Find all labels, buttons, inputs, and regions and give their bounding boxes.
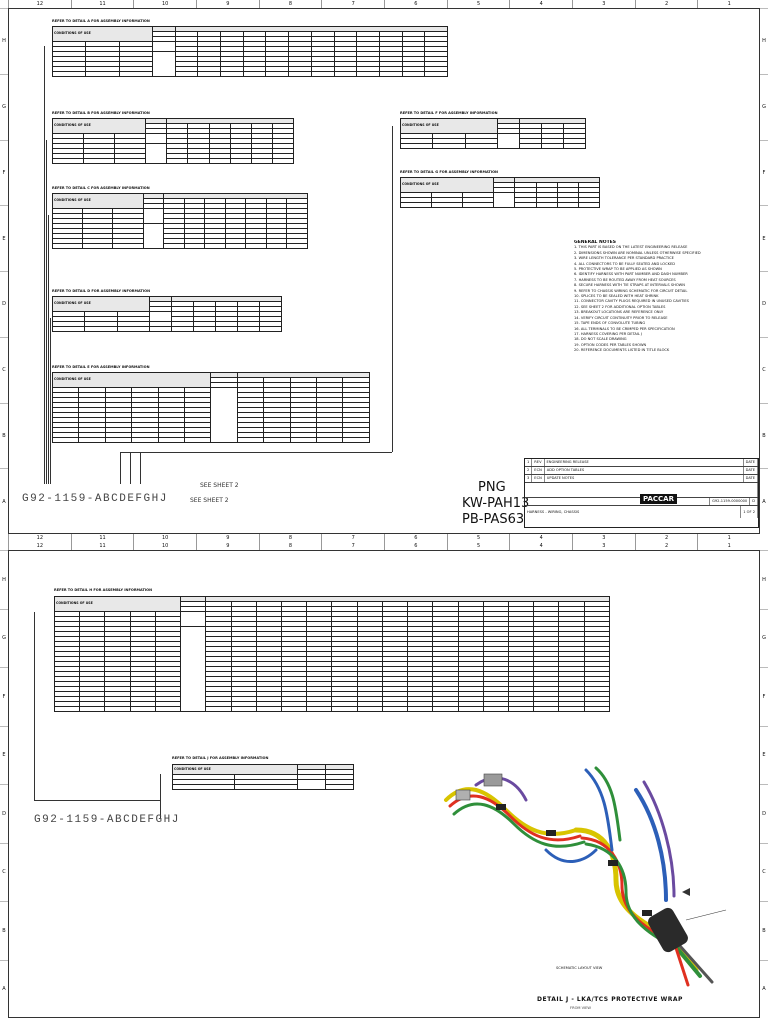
table-j-caption: REFER TO DETAIL J FOR ASSEMBLY INFORMATION	[172, 756, 269, 760]
zone-number: 2	[635, 534, 698, 542]
rev-cell: ENGINEERING RELEASE	[545, 459, 744, 466]
note-item: 1. THIS PART IS BASED ON THE LATEST ENGINEERING RELEASE	[574, 245, 688, 250]
note-item: 20. REFERENCE DOCUMENTS LISTED IN TITLE BLOCK	[574, 348, 670, 353]
zone-number: 9	[196, 542, 259, 550]
option-table-d	[52, 296, 282, 332]
part-number: G92-1159-ABCDEFGHJ	[22, 493, 168, 505]
note-item: 18. DO NOT SCALE DRAWING	[574, 337, 627, 342]
conditions-header: CONDITIONS OF USE	[53, 119, 146, 134]
row-letter: A	[760, 468, 768, 534]
conditions-header: CONDITIONS OF USE	[401, 178, 494, 193]
model-line: PB-PAS63	[462, 512, 525, 527]
zone-ruler-top	[8, 542, 760, 550]
table-c-caption: REFER TO DETAIL C FOR ASSEMBLY INFORMATION	[52, 186, 150, 190]
rev-cell: ECN	[532, 475, 544, 482]
rev-cell: REV	[532, 459, 544, 466]
row-letter: G	[760, 74, 768, 140]
row-letter: H	[0, 550, 8, 609]
row-ruler-right	[760, 550, 768, 1018]
table-e-caption: REFER TO DETAIL E FOR ASSEMBLY INFORMATION	[52, 365, 150, 369]
model-label	[462, 480, 529, 528]
zone-number: 10	[133, 0, 196, 8]
row-letter: E	[0, 726, 8, 785]
rev-cell: DATE	[744, 475, 758, 482]
leader-line	[34, 800, 160, 801]
row-letter: A	[760, 960, 768, 1019]
note-item: 2. DIMENSIONS SHOWN ARE NOMINAL UNLESS OTHERWISE SPECIFIED	[574, 250, 701, 255]
harness-detail-view	[436, 760, 758, 995]
see-sheet-note: SEE SHEET 2	[200, 482, 239, 489]
row-letter: H	[0, 8, 8, 74]
row-ruler-left	[0, 8, 8, 534]
leader-line	[160, 774, 161, 818]
note-item: 10. SPLICES TO BE SEALED WITH HEAT SHRINK	[574, 294, 659, 299]
leader-line	[50, 318, 51, 484]
row-ruler-left	[0, 550, 8, 1018]
conditions-header: CONDITIONS OF USE	[53, 194, 144, 209]
leader-line	[392, 126, 393, 452]
option-table-a	[52, 26, 448, 77]
zone-number: 6	[384, 0, 447, 8]
row-letter: E	[0, 205, 8, 271]
zone-number: 8	[259, 0, 322, 8]
zone-number: 7	[321, 534, 384, 542]
conditions-header: CONDITIONS OF USE	[53, 373, 211, 388]
row-letter: F	[0, 667, 8, 726]
conditions-header: CONDITIONS OF USE	[173, 765, 298, 775]
zone-number: 5	[447, 0, 510, 8]
tie-strap	[608, 860, 618, 866]
notes-title: GENERAL NOTES	[574, 240, 616, 245]
row-letter: D	[0, 784, 8, 843]
leader-line	[48, 215, 49, 484]
row-letter: C	[760, 843, 768, 902]
row-letter: F	[760, 140, 768, 206]
zone-ruler-bottom	[8, 534, 760, 542]
rev-cell: 2	[525, 467, 532, 474]
row-letter: A	[0, 468, 8, 534]
zone-number: 3	[572, 0, 635, 8]
rev-cell: DATE	[744, 467, 758, 474]
row-letter: A	[0, 960, 8, 1019]
zone-number: 12	[8, 0, 71, 8]
note-item: 16. ALL TERMINALS TO BE CRIMPED PER SPECIFICATION	[574, 326, 675, 331]
row-letter: F	[0, 140, 8, 206]
zone-number: 2	[635, 0, 698, 8]
general-notes	[574, 240, 744, 354]
row-letter: B	[0, 901, 8, 960]
row-letter: G	[0, 609, 8, 668]
note-item: 4. ALL CONNECTORS TO BE FULLY SEATED AND LOCKED	[574, 261, 675, 266]
title-block	[524, 458, 759, 528]
tie-strap	[546, 830, 556, 836]
note-item: 9. REFER TO CHASSIS WIRING SCHEMATIC FOR CIRCUIT DETAIL	[574, 288, 688, 293]
row-letter: D	[0, 271, 8, 337]
see-sheet-note: SEE SHEET 2	[190, 497, 229, 504]
revision-row	[525, 475, 758, 483]
rev-cell: ECN	[532, 467, 544, 474]
leader-line	[34, 612, 35, 800]
note-item: 19. OPTION CODES PER TABLES SHOWN	[574, 342, 647, 347]
zone-number: 11	[71, 0, 134, 8]
row-letter: H	[760, 8, 768, 74]
option-table-h	[54, 596, 610, 712]
zone-number: 5	[447, 534, 510, 542]
leader-line	[140, 452, 141, 484]
zone-number: 11	[71, 534, 134, 542]
table-b-caption: REFER TO DETAIL B FOR ASSEMBLY INFORMATION	[52, 111, 150, 115]
model-line: KW-PAH13	[462, 496, 530, 511]
conditions-header: CONDITIONS OF USE	[53, 27, 153, 42]
row-letter: B	[760, 403, 768, 469]
zone-number: 8	[259, 534, 322, 542]
leader-line	[120, 452, 392, 453]
connector	[484, 774, 502, 786]
detail-subcaption: FROM VIEW	[570, 1006, 591, 1010]
zone-number: 10	[133, 534, 196, 542]
drawing-number: G92-1159-0000000	[710, 498, 750, 505]
note-item: 11. CONNECTOR CAVITY PLUGS REQUIRED IN UNUSED CAVITIES	[574, 299, 689, 304]
zone-number: 4	[509, 0, 572, 8]
zone-number: 6	[384, 542, 447, 550]
leader-line	[120, 452, 121, 484]
row-letter: C	[0, 337, 8, 403]
table-f-caption: REFER TO DETAIL F FOR ASSEMBLY INFORMATION	[400, 111, 498, 115]
title-text-row	[525, 506, 758, 518]
zone-number: 7	[321, 542, 384, 550]
company-logo: PACCAR	[640, 494, 677, 504]
zone-ruler-top	[8, 0, 760, 8]
zone-number: 12	[8, 534, 71, 542]
leader-line	[44, 46, 45, 484]
option-table-g	[400, 177, 600, 208]
table-g-caption: REFER TO DETAIL G FOR ASSEMBLY INFORMATION	[400, 170, 498, 174]
revision-row	[525, 459, 758, 467]
table-a-caption: REFER TO DETAIL A FOR ASSEMBLY INFORMATION	[52, 19, 150, 23]
rev-cell: DATE	[744, 459, 758, 466]
zone-number: 12	[8, 542, 71, 550]
leader-line	[130, 452, 131, 484]
note-item: 14. VERIFY CIRCUIT CONTINUITY PRIOR TO RELEASE	[574, 315, 668, 320]
zone-number: 7	[321, 0, 384, 8]
row-letter: D	[760, 271, 768, 337]
sheet-size: D	[750, 498, 758, 505]
row-letter: C	[0, 843, 8, 902]
option-table-j	[172, 764, 354, 790]
option-table-b	[52, 118, 294, 164]
zone-number: 8	[259, 542, 322, 550]
model-line: PNG	[478, 480, 506, 495]
row-letter: B	[760, 901, 768, 960]
table-h-caption: REFER TO DETAIL H FOR ASSEMBLY INFORMATION	[54, 588, 153, 592]
conditions-header: CONDITIONS OF USE	[401, 119, 498, 134]
row-letter: B	[0, 403, 8, 469]
zone-number: 9	[196, 0, 259, 8]
rev-cell: 1	[525, 459, 532, 466]
zone-number: 6	[384, 534, 447, 542]
row-letter: G	[0, 74, 8, 140]
row-ruler-right	[760, 8, 768, 534]
row-letter: E	[760, 726, 768, 785]
note-item: 17. HARNESS COVERING PER DETAIL J	[574, 331, 643, 336]
zone-number: 1	[697, 542, 760, 550]
table-d-caption: REFER TO DETAIL D FOR ASSEMBLY INFORMATION	[52, 289, 151, 293]
photo-note: SCHEMATIC LAYOUT VIEW	[556, 966, 603, 970]
rev-cell: UPDATE NOTES	[545, 475, 744, 482]
zone-number: 5	[447, 542, 510, 550]
note-item: 6. IDENTIFY HARNESS WITH PART NUMBER AND DASH NUMBER	[574, 272, 688, 277]
zone-number: 11	[71, 542, 134, 550]
note-item: 7. HARNESS TO BE ROUTED AWAY FROM HEAT SOURCES	[574, 277, 676, 282]
note-item: 13. BREAKOUT LOCATIONS ARE REFERENCE ONLY	[574, 310, 664, 315]
rev-cell: 3	[525, 475, 532, 482]
zone-number: 3	[572, 534, 635, 542]
note-item: 3. WIRE LENGTH TOLERANCE PER STANDARD PRACTICE	[574, 256, 674, 261]
rev-cell: ADD OPTION TABLES	[545, 467, 744, 474]
conditions-header: CONDITIONS OF USE	[55, 597, 181, 612]
note-item: 12. SEE SHEET 2 FOR ADDITIONAL OPTION TABLES	[574, 304, 666, 309]
option-table-c	[52, 193, 308, 249]
detail-caption: DETAIL J - LKA/TCS PROTECTIVE WRAP	[537, 996, 683, 1003]
row-letter: F	[760, 667, 768, 726]
option-table-e	[52, 372, 370, 443]
note-item: 8. SECURE HARNESS WITH TIE STRAPS AT INTERVALS SHOWN	[574, 283, 685, 288]
zone-number: 1	[697, 0, 760, 8]
part-number: G92-1159-ABCDEFGHJ	[34, 814, 180, 826]
row-letter: E	[760, 205, 768, 271]
row-letter: H	[760, 550, 768, 609]
tie-strap	[642, 910, 652, 916]
tie-strap	[496, 804, 506, 810]
sheet-number: 1 OF 2	[741, 506, 758, 518]
row-letter: C	[760, 337, 768, 403]
zone-number: 4	[509, 542, 572, 550]
zone-number: 9	[196, 534, 259, 542]
connector	[456, 790, 470, 800]
zone-number: 2	[635, 542, 698, 550]
revision-row	[525, 467, 758, 475]
conditions-header: CONDITIONS OF USE	[53, 297, 150, 312]
note-item: 5. PROTECTIVE WRAP TO BE APPLIED AS SHOWN	[574, 267, 662, 272]
option-table-f	[400, 118, 586, 149]
zone-number: 3	[572, 542, 635, 550]
leader-line	[46, 140, 47, 484]
zone-number: 1	[697, 534, 760, 542]
row-letter: D	[760, 784, 768, 843]
zone-number: 10	[133, 542, 196, 550]
drawing-title: HARNESS - WIRING, CHASSIS	[525, 506, 741, 518]
zone-number: 4	[509, 534, 572, 542]
row-letter: G	[760, 609, 768, 668]
note-item: 15. TAPE ENDS OF CONVOLUTE TUBING	[574, 321, 646, 326]
